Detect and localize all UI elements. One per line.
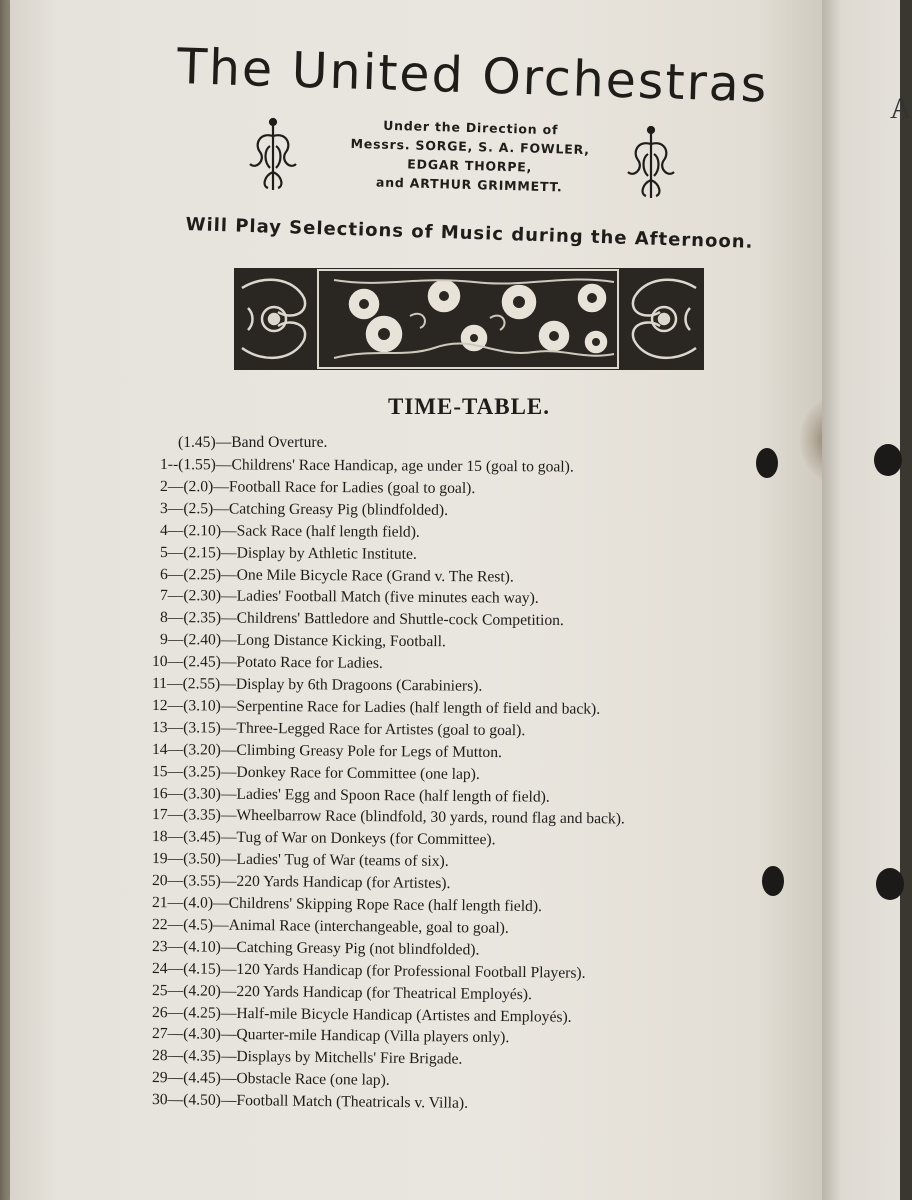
dash: —: [220, 982, 237, 1000]
event-number: 2: [159, 477, 168, 495]
timetable-row: [152, 805, 625, 829]
event-time: (4.0): [183, 894, 214, 912]
direction-credits: [319, 114, 621, 198]
dash: —: [213, 478, 229, 496]
timetable-row: [152, 937, 480, 961]
event-number: 13: [151, 718, 168, 736]
event-time: (2.25): [183, 565, 222, 583]
separator: —: [167, 806, 184, 824]
event-time: (3.25): [183, 762, 221, 781]
timetable-row: [152, 915, 509, 939]
event-number: 12: [151, 696, 168, 715]
direction-line: and ARTHUR GRIMMETT.: [375, 174, 563, 195]
event-time: (2.5): [183, 499, 214, 518]
event-time: (4.15): [183, 960, 221, 978]
event-time: (4.30): [183, 1025, 221, 1044]
timetable-row: [152, 871, 451, 894]
dash: —: [220, 653, 237, 671]
separator: —: [167, 850, 184, 868]
event-number: 30: [151, 1091, 168, 1109]
event-number: 11: [151, 675, 168, 693]
event-description: Display by Athletic Institute.: [236, 544, 417, 563]
separator: —: [167, 1003, 184, 1021]
event-time: (2.0): [183, 478, 214, 496]
separator: —: [167, 872, 184, 890]
timetable-row: [152, 652, 383, 674]
dash: —: [221, 631, 237, 649]
separator: —: [167, 1025, 184, 1043]
separator: —: [167, 959, 184, 978]
overture-row: [178, 433, 327, 453]
direction-line: Messrs. SORGE, S. A. FOWLER,: [350, 135, 591, 158]
event-time: (4.45): [183, 1069, 221, 1088]
separator: —: [167, 1091, 184, 1109]
separator: —: [167, 718, 184, 737]
dash: —: [220, 697, 237, 715]
timetable-row: [152, 1024, 510, 1048]
event-time: (3.20): [183, 740, 221, 759]
event-number: 17: [151, 806, 168, 824]
dash: —: [220, 872, 237, 890]
timetable-row: [152, 959, 586, 984]
dash: —: [220, 1026, 237, 1044]
event-number: 27: [151, 1025, 168, 1043]
dash: —: [220, 741, 237, 759]
dash: —: [220, 763, 237, 781]
event-number: 9: [159, 631, 168, 649]
event-description: Long Distance Kicking, Football.: [236, 631, 446, 651]
dash: —: [221, 587, 237, 605]
dash: —: [220, 807, 237, 825]
event-time: (3.15): [183, 719, 221, 737]
dash: —: [220, 828, 237, 847]
timetable-row: [152, 981, 532, 1005]
timetable-row: [152, 1003, 572, 1028]
event-time: (3.50): [183, 850, 221, 868]
event-description: Childrens' Battledore and Shuttle-cock Competition.: [236, 609, 564, 630]
event-description: Potato Race for Ladies.: [236, 653, 383, 672]
timetable-row: [152, 1068, 390, 1091]
punch-hole: [762, 866, 784, 896]
dash: —: [221, 522, 237, 540]
event-description: Ladies' Football Match (five minutes each way).: [236, 587, 539, 608]
event-description: 120 Yards Handicap (for Professional Football Players).: [236, 960, 586, 982]
separator: —: [167, 499, 184, 517]
timetable-row: [160, 499, 448, 521]
event-time: (2.40): [183, 631, 222, 649]
event-description: Animal Race (interchangeable, goal to goal).: [228, 916, 509, 937]
separator: —: [167, 543, 184, 561]
dash: —: [220, 1004, 237, 1022]
separator: —: [167, 631, 184, 649]
event-description: 220 Yards Handicap (for Artistes).: [236, 872, 451, 893]
facing-page-letter: A: [890, 92, 912, 125]
selections-note: Will Play Selections of Music during the Afternoon.: [185, 214, 754, 253]
event-number: 22: [151, 915, 168, 934]
event-number: 20: [151, 872, 168, 890]
event-time: (2.10): [183, 521, 222, 540]
event-number: 19: [151, 850, 168, 868]
dash: —: [221, 565, 237, 584]
timetable-row: [152, 849, 449, 872]
direction-line: Under the Direction of: [383, 117, 559, 138]
event-description: Football Match (Theatricals v. Villa).: [236, 1092, 469, 1112]
separator: --: [167, 456, 179, 474]
event-time: (4.25): [183, 1003, 221, 1022]
event-time: (2.35): [183, 609, 222, 627]
dash: —: [220, 1070, 237, 1088]
event-number: 10: [151, 653, 168, 671]
event-description: Half-mile Bicycle Handicap (Artistes and Employés).: [236, 1004, 572, 1026]
event-number: 18: [151, 828, 168, 846]
event-description: Climbing Greasy Pole for Legs of Mutton.: [236, 741, 503, 761]
dash: —: [215, 456, 232, 474]
dash: —: [220, 1091, 237, 1110]
separator: —: [167, 653, 184, 671]
event-description: 220 Yards Handicap (for Theatrical Employés).: [236, 982, 533, 1003]
timetable-row: [152, 784, 550, 808]
event-time: (4.10): [183, 938, 221, 956]
timetable-row: [160, 477, 475, 499]
program-page: [10, 0, 822, 1200]
dash: —: [220, 850, 237, 869]
separator: —: [166, 675, 183, 693]
event-number: 16: [151, 784, 168, 802]
event-description: Catching Greasy Pig (blindfolded).: [228, 500, 449, 519]
timetable-row: [160, 521, 420, 543]
event-time: (3.30): [183, 784, 221, 803]
timetable-row: [152, 696, 600, 720]
dash: —: [221, 609, 237, 627]
event-number: 28: [151, 1047, 168, 1065]
separator: —: [167, 477, 184, 496]
page-title: The United Orchestras: [176, 38, 770, 114]
timetable-row: [160, 608, 564, 631]
event-description: Catching Greasy Pig (not blindfolded).: [236, 938, 480, 959]
timetable-heading: TIME-TABLE.: [388, 394, 551, 419]
separator: —: [167, 762, 184, 780]
event-description: Displays by Mitchells' Fire Brigade.: [236, 1048, 463, 1068]
dash: —: [212, 916, 229, 934]
dash: —: [220, 785, 237, 803]
separator: —: [167, 565, 184, 583]
separator: —: [167, 784, 184, 802]
facing-page: [822, 0, 912, 1200]
event-time: (4.20): [183, 981, 221, 1000]
event-description: Ladies' Tug of War (teams of six).: [236, 851, 449, 871]
event-number: 3: [159, 499, 168, 517]
event-description: Serpentine Race for Ladies (half length of field and back).: [236, 697, 601, 718]
event-time: (4.35): [183, 1047, 221, 1066]
timetable-row: [160, 455, 574, 478]
event-description: Display by 6th Dragoons (Carabiniers).: [235, 675, 483, 695]
dash: —: [215, 434, 232, 451]
event-number: 6: [159, 565, 168, 583]
event-description: Donkey Race for Committee (one lap).: [236, 763, 480, 783]
event-description: Obstacle Race (one lap).: [236, 1070, 390, 1090]
timetable-row: [160, 543, 417, 565]
timetable-row: [160, 630, 446, 652]
event-number: 5: [159, 543, 168, 561]
event-description: Football Race for Ladies (goal to goal).: [228, 478, 476, 497]
right-scroll-ornament-icon: [624, 124, 678, 202]
event-time: (1.55): [178, 456, 216, 474]
separator: —: [167, 587, 184, 605]
event-description: Band Overture.: [231, 434, 328, 451]
separator: —: [167, 1047, 184, 1065]
separator: —: [167, 1069, 184, 1087]
timetable-row: [152, 740, 502, 763]
event-description: One Mile Bicycle Race (Grand v. The Rest).: [236, 566, 514, 586]
event-time: (2.15): [183, 543, 222, 562]
separator: —: [167, 894, 184, 912]
separator: —: [167, 828, 184, 846]
separator: —: [167, 937, 184, 956]
event-time: (4.50): [183, 1091, 221, 1109]
timetable-row: [152, 1090, 468, 1114]
separator: —: [167, 521, 184, 539]
dash: —: [220, 719, 237, 737]
event-number: 4: [159, 521, 168, 539]
event-time: (1.45): [178, 434, 216, 451]
timetable-row: [152, 762, 480, 785]
timetable-row: [160, 565, 514, 588]
event-number: 8: [159, 609, 168, 627]
event-number: 21: [151, 894, 168, 912]
punch-hole: [756, 448, 778, 478]
dash: —: [221, 544, 237, 562]
event-time: (2.55): [182, 675, 221, 693]
event-time: (3.45): [183, 828, 221, 846]
timetable-row: [152, 1046, 463, 1070]
dash: —: [220, 675, 236, 693]
timetable-row: [152, 718, 525, 741]
event-number: 23: [151, 937, 168, 955]
separator: —: [167, 609, 184, 627]
timetable-row: [152, 893, 542, 917]
event-number: 25: [151, 981, 168, 999]
event-time: (2.45): [183, 653, 221, 671]
event-time: (4.5): [183, 916, 214, 934]
event-number: 1: [159, 456, 168, 474]
event-description: Tug of War on Donkeys (for Committee).: [236, 829, 496, 849]
dash: —: [220, 1048, 237, 1066]
event-time: (2.30): [183, 587, 222, 605]
event-time: (3.10): [183, 697, 221, 715]
dash: —: [212, 894, 229, 912]
event-description: Sack Race (half length field).: [236, 522, 420, 541]
event-number: 14: [151, 740, 168, 758]
dash: —: [213, 500, 229, 518]
timetable-row: [160, 586, 539, 609]
event-description: Childrens' Race Handicap, age under 15 (goal to goal).: [231, 456, 574, 476]
separator: —: [167, 916, 184, 934]
dash: —: [220, 960, 237, 978]
dash: —: [220, 938, 237, 956]
event-time: (3.55): [183, 872, 221, 890]
separator: —: [167, 697, 184, 715]
event-description: Ladies' Egg and Spoon Race (half length of field).: [236, 785, 550, 806]
punch-hole: [876, 868, 904, 900]
event-number: 15: [151, 762, 168, 780]
floral-banner-icon: [234, 268, 704, 370]
event-description: Wheelbarrow Race (blindfold, 30 yards, round flag and back).: [236, 807, 625, 828]
event-description: Three-Legged Race for Artistes (goal to goal).: [236, 719, 526, 740]
event-description: Childrens' Skipping Rope Race (half length field).: [228, 894, 543, 916]
event-number: 26: [151, 1003, 168, 1021]
separator: —: [167, 981, 184, 999]
separator: —: [167, 740, 184, 758]
event-time: (3.35): [183, 806, 221, 825]
timetable-row: [152, 674, 482, 697]
direction-line: EDGAR THORPE,: [407, 156, 533, 175]
event-number: 29: [151, 1069, 168, 1087]
timetable-row: [152, 827, 496, 850]
punch-hole: [874, 444, 902, 476]
event-number: 7: [159, 587, 168, 605]
event-description: Quarter-mile Handicap (Villa players only).: [236, 1026, 510, 1047]
left-scroll-ornament-icon: [246, 116, 300, 194]
event-number: 24: [151, 959, 168, 977]
